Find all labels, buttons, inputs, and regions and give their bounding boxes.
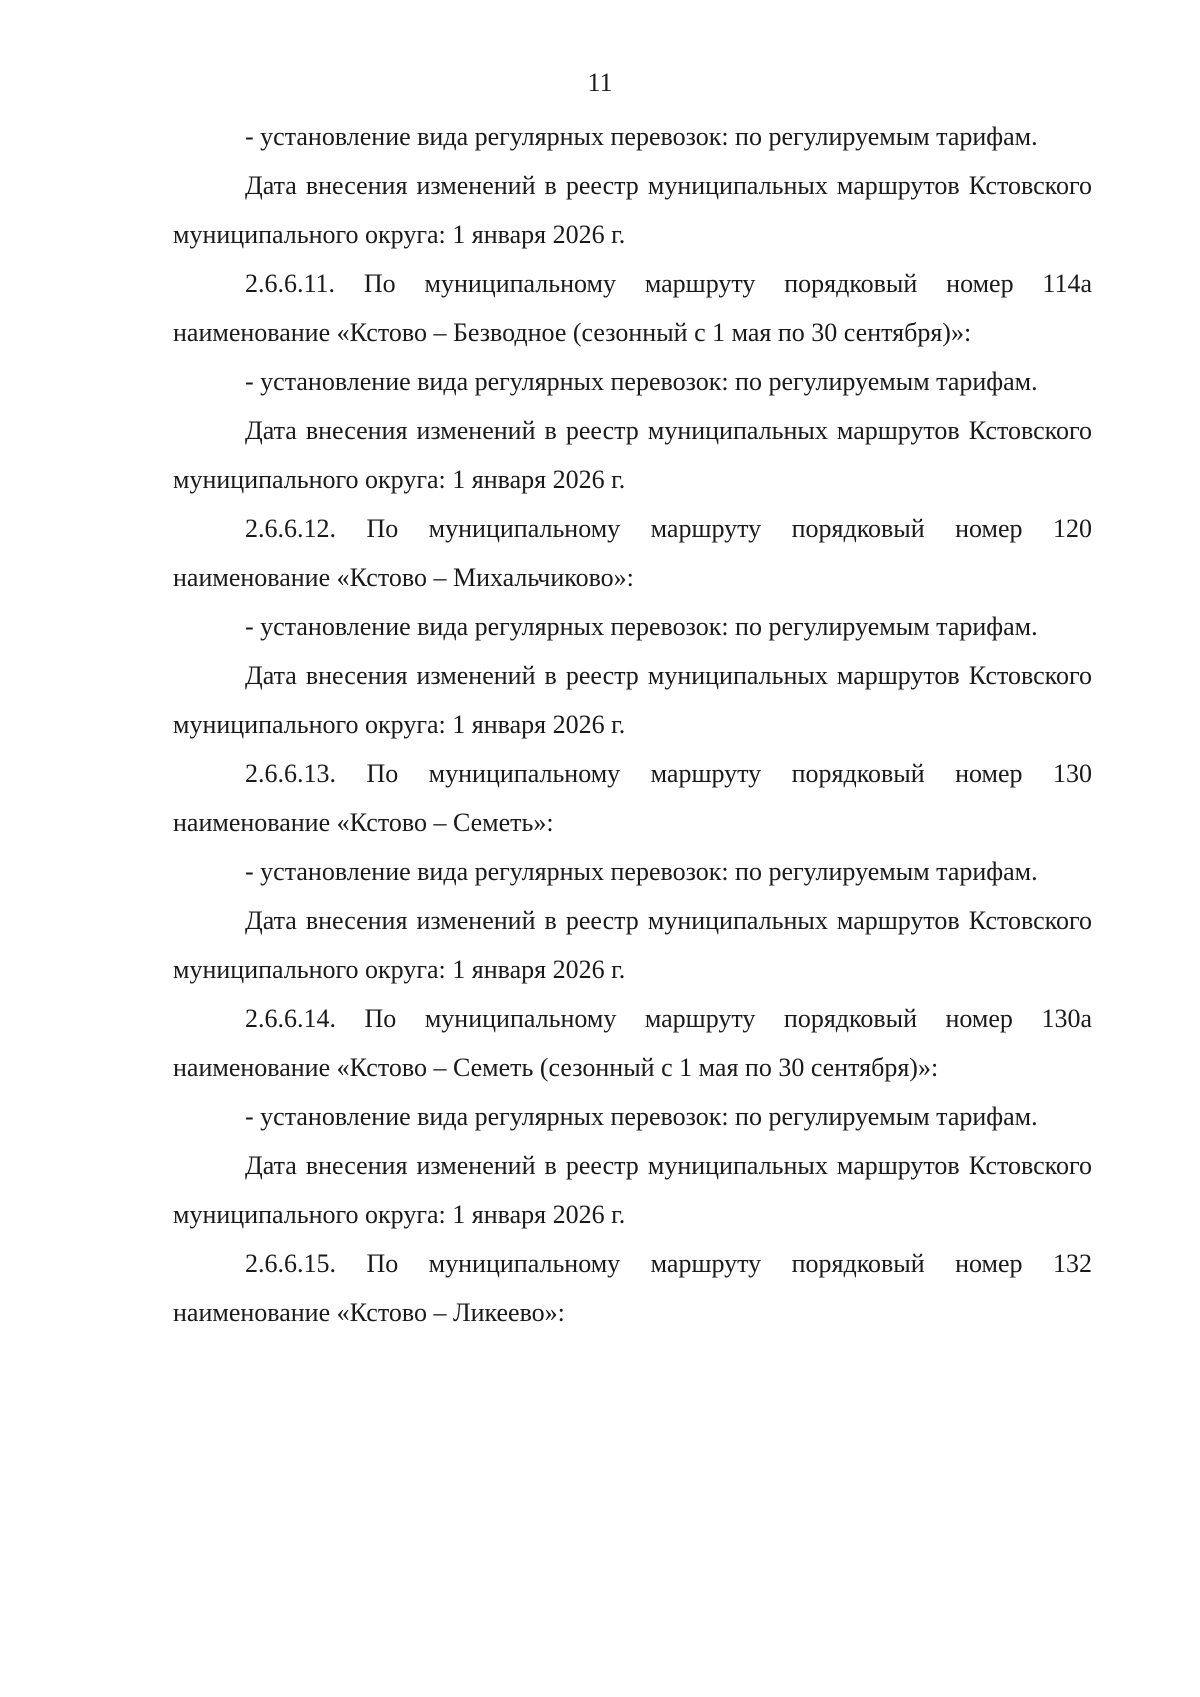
- document-body: [173, 112, 1092, 1337]
- paragraph-tariff-bullet: - установление вида регулярных перевозок: по регулируемым тарифам.: [245, 857, 1038, 886]
- paragraph-tariff-bullet: - установление вида регулярных перевозок: по регулируемым тарифам.: [245, 612, 1038, 641]
- paragraph-tariff-bullet: - установление вида регулярных перевозок: по регулируемым тарифам.: [245, 1102, 1038, 1131]
- paragraph-route-2-6-6-14: 2.6.6.14. По муниципальному маршруту порядковый номер 130а наименование «Кстово – Семеть (сезонный с 1 мая по 30 сентября)»:: [173, 1004, 1092, 1082]
- paragraph-registry-date: Дата внесения изменений в реестр муниципальных маршрутов Кстовского муниципального округа: 1 января 2026 г.: [173, 171, 1092, 249]
- paragraph-registry-date: Дата внесения изменений в реестр муниципальных маршрутов Кстовского муниципального округа: 1 января 2026 г.: [173, 1151, 1092, 1229]
- paragraph-registry-date: Дата внесения изменений в реестр муниципальных маршрутов Кстовского муниципального округа: 1 января 2026 г.: [173, 416, 1092, 494]
- paragraph-tariff-bullet: - установление вида регулярных перевозок: по регулируемым тарифам.: [245, 122, 1038, 151]
- paragraph-tariff-bullet: - установление вида регулярных перевозок: по регулируемым тарифам.: [245, 367, 1038, 396]
- paragraph-registry-date: Дата внесения изменений в реестр муниципальных маршрутов Кстовского муниципального округа: 1 января 2026 г.: [173, 661, 1092, 739]
- paragraph-route-2-6-6-13: 2.6.6.13. По муниципальному маршруту порядковый номер 130 наименование «Кстово – Семеть»:: [173, 759, 1092, 837]
- paragraph-route-2-6-6-15: 2.6.6.15. По муниципальному маршруту порядковый номер 132 наименование «Кстово – Ликеево»:: [173, 1249, 1092, 1327]
- paragraph-route-2-6-6-11: 2.6.6.11. По муниципальному маршруту порядковый номер 114а наименование «Кстово – Безводное (сезонный с 1 мая по 30 сентября)»:: [173, 269, 1092, 347]
- paragraph-route-2-6-6-12: 2.6.6.12. По муниципальному маршруту порядковый номер 120 наименование «Кстово – Михальчиково»:: [173, 514, 1092, 592]
- paragraph-registry-date: Дата внесения изменений в реестр муниципальных маршрутов Кстовского муниципального округа: 1 января 2026 г.: [173, 906, 1092, 984]
- page-number: 11: [587, 68, 613, 97]
